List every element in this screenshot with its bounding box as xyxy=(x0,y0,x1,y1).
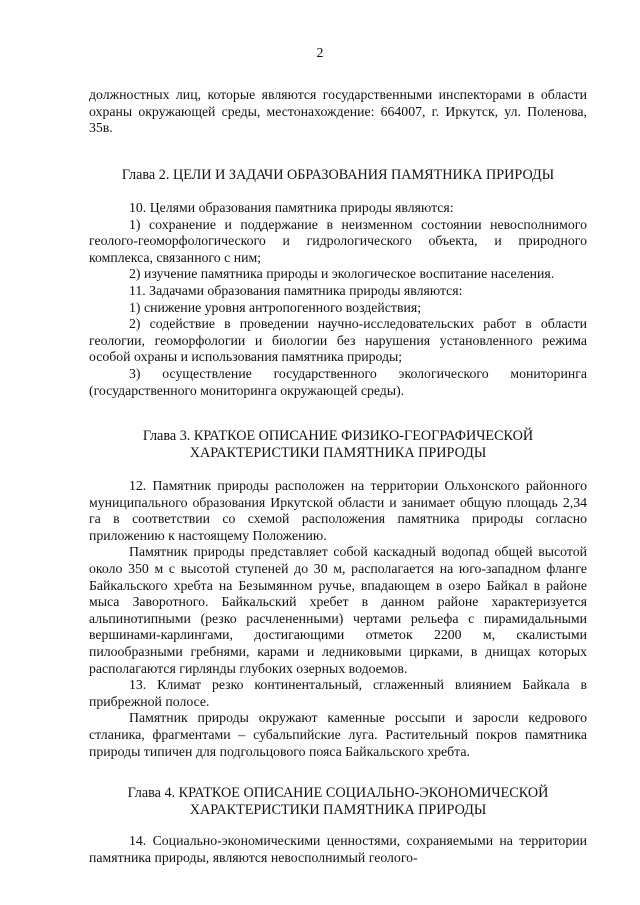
chapter-3-heading-line-2: ХАРАКТЕРИСТИКИ ПАМЯТНИКА ПРИРОДЫ xyxy=(189,445,487,461)
chapter-4-section xyxy=(89,785,587,819)
clause-12-description: Памятник природы представляет собой каскадный водопад общей высотой около 350 м с высотой ступеней до 30 м, располагается на юго-западном фланге Байкальского хребта на Безымянном ручье, впадающем в озеро Байкал в районе мыса Заворотного. Байкальский хребет в данном районе характеризуется альпинотипными (резко расчлененными) чертами рельефа с пирамидальными вершинами-карлингами, достигающими отметок 2200 м, скалистыми пилообразными гребнями, карами и ледниковыми цирками, в днищах которых располагаются гирлянды глубоких озерных водоемов. xyxy=(89,544,587,676)
chapter-4-heading-line-1: Глава 4. КРАТКОЕ ОПИСАНИЕ СОЦИАЛЬНО-ЭКОНОМИЧЕСКОЙ xyxy=(127,785,549,801)
chapter-4-body xyxy=(89,833,587,866)
chapter-3-heading-line-1: Глава 3. КРАТКОЕ ОПИСАНИЕ ФИЗИКО-ГЕОГРАФИЧЕСКОЙ xyxy=(142,428,534,444)
clause-10-item-2: 2) изучение памятника природы и экологическое воспитание населения. xyxy=(129,266,555,282)
clause-12: 12. Памятник природы расположен на территории Ольхонского районного муниципального образования Иркутской области и занимает общую площадь 2,34 га в соответствии со схемой расположения памятника природы согласно приложению к настоящему Положению. xyxy=(89,478,587,543)
clause-11-item-2: 2) содействие в проведении научно-исследовательских работ в области геологии, геоморфологии и биологии без нарушения установленного режима особой охраны и использования памятника природы; xyxy=(89,316,587,365)
clause-10-item-1: 1) сохранение и поддержание в неизменном состоянии невосполнимого геолого-геоморфологического и гидрологического объекта, и природного комплекса, связанного с ним; xyxy=(89,216,587,265)
clause-11-item-1: 1) снижение уровня антропогенного воздействия; xyxy=(129,299,422,315)
clause-14: 14. Социально-экономическими ценностями, сохраняемыми на территории памятника природы, являются невосполнимый геолого- xyxy=(89,833,587,865)
clause-10: 10. Целями образования памятника природы являются: xyxy=(129,200,454,215)
page-number: 2 xyxy=(316,46,324,61)
intro-paragraph: должностных лиц, которые являются государственными инспекторами в области охраны окружающей среды, местонахождение: 664007, г. Иркутск, ул. Поленова, 35в. xyxy=(89,87,587,136)
chapter-3-section xyxy=(89,428,587,462)
chapter-2-section xyxy=(89,167,587,184)
clause-11-item-3: 3) осуществление государственного экологического мониторинга (государственного мониторинга окружающей среды). xyxy=(89,365,587,398)
chapter-4-heading-line-2: ХАРАКТЕРИСТИКИ ПАМЯТНИКА ПРИРОДЫ xyxy=(189,802,487,818)
chapter-2-heading: Глава 2. ЦЕЛИ И ЗАДАЧИ ОБРАЗОВАНИЯ ПАМЯТНИКА ПРИРОДЫ xyxy=(121,167,555,183)
intro-section xyxy=(89,87,587,137)
chapter-3-body xyxy=(89,478,587,760)
chapter-2-body xyxy=(89,200,587,399)
clause-13-vegetation: Памятник природы окружают каменные россыпи и заросли кедрового стланика, фрагментами – субальпийские луга. Растительный покров памятника природы типичен для подгольцового пояса Байкальского хребта. xyxy=(89,710,587,759)
clause-11: 11. Задачами образования памятника природы являются: xyxy=(129,282,463,298)
clause-13: 13. Климат резко континентальный, сглаженный влиянием Байкала в прибрежной полосе. xyxy=(89,677,587,709)
